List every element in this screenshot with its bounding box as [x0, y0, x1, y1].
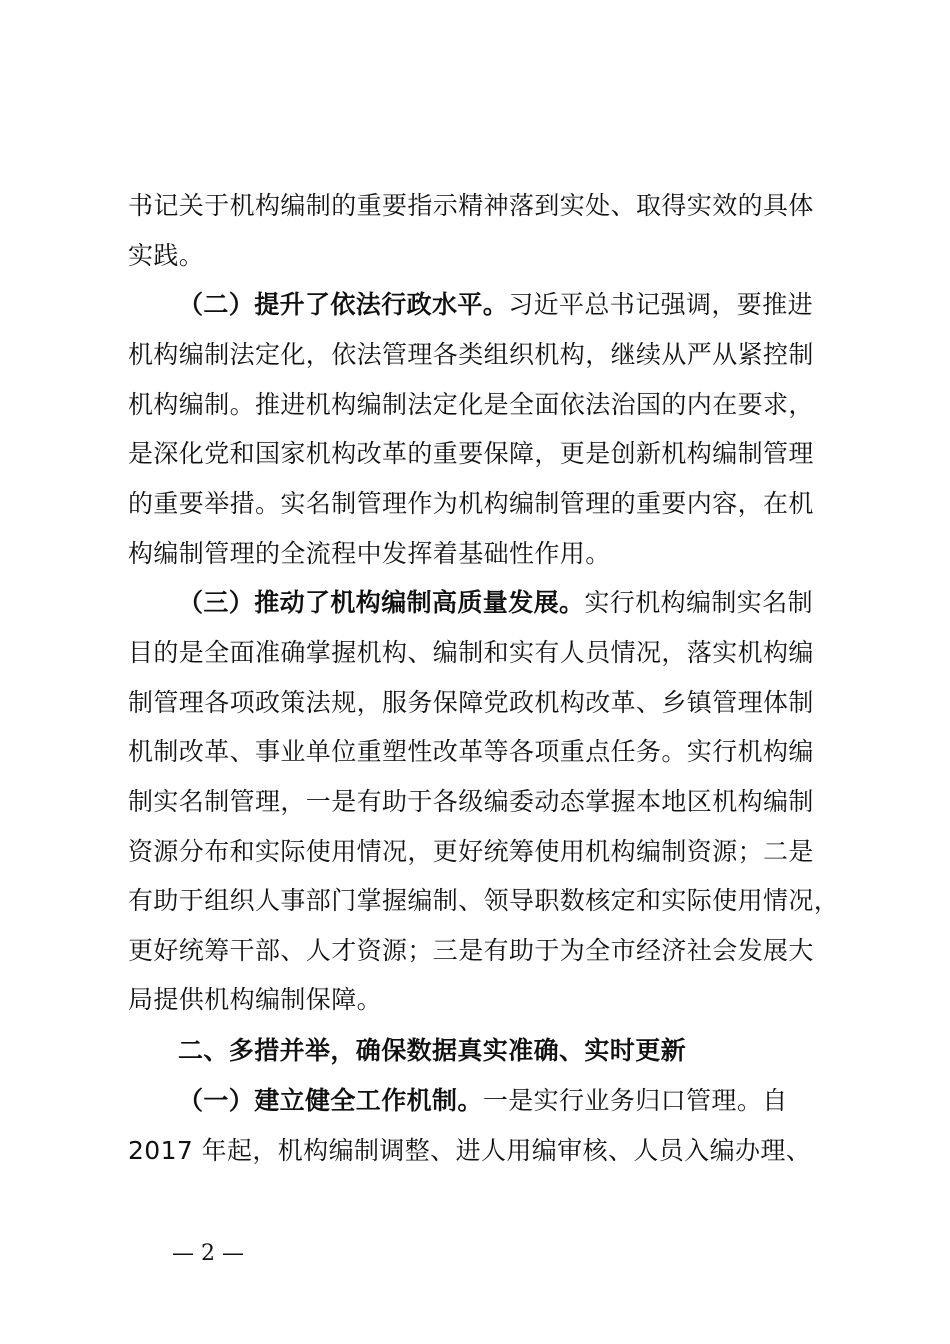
- paragraph-line: 机制改革、事业单位重塑性改革等各项重点任务。实行机构编: [128, 737, 814, 766]
- paragraph-line: 是深化党和国家机构改革的重要保障，更是创新机构编制管理: [128, 439, 814, 468]
- page-number: — 2 —: [172, 1241, 244, 1266]
- chapter-heading-line: [178, 1035, 686, 1067]
- paragraph-line: 的重要举措。实名制管理作为机构编制管理的重要内容，在机: [128, 489, 814, 518]
- paragraph-line: 实践。: [128, 241, 205, 270]
- chapter-heading: 二、多措并举，确保数据真实准确、实时更新: [178, 1036, 687, 1065]
- paragraph-line: 机构编制法定化，依法管理各类组织机构，继续从严从紧控制: [128, 340, 814, 369]
- paragraph-line: 2017 年起，机构编制调整、进人用编审核、人员入编办理、: [128, 1136, 812, 1165]
- paragraph-line: 制管理各项政策法规，服务保障党政机构改革、乡镇管理体制: [128, 688, 814, 717]
- section-heading: （一）建立健全工作机制。: [178, 1086, 483, 1115]
- section-heading: （三）推动了机构编制高质量发展。: [178, 588, 585, 617]
- paragraph-line: 构编制管理的全流程中发挥着基础性作用。: [128, 539, 611, 568]
- paragraph-line: 局提供机构编制保障。: [128, 985, 383, 1014]
- paragraph-line: 有助于组织人事部门掌握编制、领导职数核定和实际使用情况，: [128, 886, 840, 915]
- paragraph-line: 目的是全面准确掌握机构、编制和实有人员情况，落实机构编: [128, 638, 814, 667]
- paragraph-line: 机构编制。推进机构编制法定化是全面依法治国的内在要求，: [128, 390, 814, 419]
- section-heading-line: （三）推动了机构编制高质量发展。实行机构编制实名制: [178, 588, 814, 617]
- paragraph-line: 制实名制管理，一是有助于各级编委动态掌握本地区机构编制: [128, 787, 814, 816]
- paragraph-line: 更好统筹干部、人才资源；三是有助于为全市经济社会发展大: [128, 936, 814, 965]
- section-heading-line: （一）建立健全工作机制。一是实行业务归口管理。自: [178, 1086, 788, 1115]
- section-heading: （二）提升了依法行政水平。: [178, 290, 509, 319]
- section-heading-line: （二）提升了依法行政水平。习近平总书记强调，要推进: [178, 290, 814, 319]
- paragraph-line: 资源分布和实际使用情况，更好统筹使用机构编制资源；二是: [128, 837, 814, 866]
- paragraph-line: 书记关于机构编制的重要指示精神落到实处、取得实效的具体: [128, 191, 814, 220]
